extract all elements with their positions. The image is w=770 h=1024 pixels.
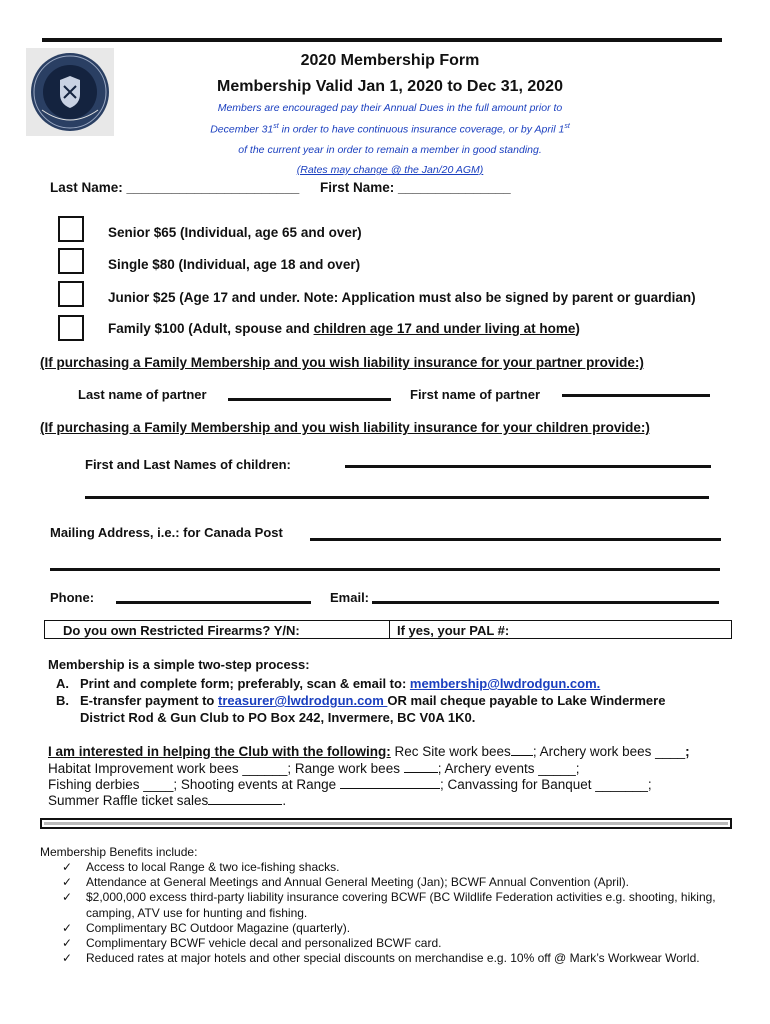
shooting-events-blank[interactable] [340, 777, 440, 789]
last-name-field[interactable]: Last Name: _______________________ [50, 180, 300, 195]
benefit-item: ✓ Reduced rates at major hotels and other special discounts on merchandise e.g. 10% off @ Mark’s Workwear World. [62, 951, 700, 966]
form-title: 2020 Membership Form [300, 52, 480, 69]
children-names-label: First and Last Names of children: [85, 457, 291, 472]
phone-label: Phone: [50, 590, 95, 605]
benefit-item: ✓ Access to local Range & two ice-fishing shacks. [62, 860, 340, 874]
firearms-divider [389, 621, 390, 638]
help-line-3: Fishing derbies ____; Shooting events at Range ; Canvassing for Banquet _______; [48, 777, 652, 792]
first-name-field[interactable]: First Name: _______________ [320, 180, 511, 195]
benefit-item: ✓ Attendance at General Meetings and Annual General Meeting (Jan); BCWF Annual Convention (April). [62, 875, 629, 890]
benefits-heading: Membership Benefits include: [40, 845, 198, 859]
firearms-row [44, 620, 732, 639]
family-checkbox[interactable] [58, 315, 84, 341]
children-names-line-2[interactable] [85, 496, 709, 499]
benefits-list [62, 860, 752, 966]
process-heading: Membership is a simple two-step process: [48, 657, 310, 672]
children-heading: (If purchasing a Family Membership and you wish liability insurance for your children provide:) [40, 420, 650, 435]
senior-checkbox[interactable] [58, 216, 84, 242]
mailing-address-line-2[interactable] [50, 568, 720, 571]
benefit-item: ✓ Complimentary BCWF vehicle decal and personalized BCWF card. [62, 936, 442, 951]
family-option-label: Family $100 (Adult, spouse and children age 17 and under living at home) [108, 321, 580, 336]
checkmark-icon: ✓ [62, 951, 73, 966]
step-b: B. E-transfer payment to treasurer@lwdrodgun.com OR mail cheque payable to Lake Windermere [56, 693, 666, 708]
checkmark-icon: ✓ [62, 936, 73, 951]
rates-note: (Rates may change @ the Jan/20 AGM) [296, 164, 484, 176]
checkmark-icon: ✓ [62, 860, 73, 874]
checkmark-icon: ✓ [62, 920, 73, 935]
junior-option-label: Junior $25 (Age 17 and under. Note: Application must also be signed by parent or guardian) [108, 290, 696, 305]
children-names-line-1[interactable] [345, 465, 711, 468]
club-logo [26, 48, 114, 136]
partner-first-name-label: First name of partner [410, 387, 541, 402]
junior-checkbox[interactable] [58, 281, 84, 307]
phone-line[interactable] [116, 601, 311, 604]
step-a: A. Print and complete form; preferably, scan & email to: membership@lwdrodgun.com. [56, 676, 601, 691]
rec-site-blank[interactable] [511, 744, 533, 756]
intro-line-2: December 31st in order to have continuous insurance coverage, or by April 1st [210, 123, 570, 136]
top-rule [42, 38, 722, 42]
membership-email-link[interactable]: membership@lwdrodgun.com. [409, 676, 601, 691]
help-line-2: Habitat Improvement work bees ______; Range work bees ; Archery events _____; [48, 761, 580, 776]
intro-line-3: of the current year in order to remain a member in good standing. [238, 144, 542, 156]
partner-last-name-label: Last name of partner [78, 387, 207, 402]
help-line-1: I am interested in helping the Club with the following: Rec Site work bees ; Archery work bees ____; [48, 744, 690, 759]
benefit-item: ✓ $2,000,000 excess third-party liability insurance covering BCWF (BC Wildlife Federation activities e.g. shooting, hiking, camping, ATV use for hunting and fishing. [62, 890, 716, 920]
restricted-firearms-question[interactable]: Do you own Restricted Firearms? Y/N: [63, 623, 300, 638]
validity-title: Membership Valid Jan 1, 2020 to Dec 31, 2020 [217, 78, 563, 95]
intro-line-1: Members are encouraged pay their Annual Dues in the full amount prior to [217, 102, 563, 114]
section-divider-bar [40, 818, 732, 829]
help-line-4: Summer Raffle ticket sales . [48, 793, 287, 808]
partner-heading: (If purchasing a Family Membership and you wish liability insurance for your partner provide:) [40, 355, 644, 370]
single-option-label: Single $80 (Individual, age 18 and over) [108, 257, 361, 272]
step-b-line-2: District Rod & Gun Club to PO Box 242, Invermere, BC V0A 1K0. [80, 710, 476, 725]
email-line[interactable] [372, 601, 719, 604]
raffle-blank[interactable] [208, 793, 282, 805]
senior-option-label: Senior $65 (Individual, age 65 and over) [108, 225, 362, 240]
partner-first-name-line[interactable] [562, 394, 710, 397]
pal-number-field[interactable]: If yes, your PAL #: [397, 623, 510, 638]
mailing-address-line-1[interactable] [310, 538, 721, 541]
checkmark-icon: ✓ [62, 890, 73, 905]
checkmark-icon: ✓ [62, 875, 73, 890]
mailing-address-label: Mailing Address, i.e.: for Canada Post [50, 525, 283, 540]
single-checkbox[interactable] [58, 248, 84, 274]
partner-last-name-line[interactable] [228, 398, 391, 401]
benefit-item: ✓ Complimentary BC Outdoor Magazine (quarterly). [62, 920, 351, 935]
range-work-blank[interactable] [404, 761, 438, 773]
email-label: Email: [330, 590, 370, 605]
treasurer-email-link[interactable]: treasurer@lwdrodgun.com [217, 693, 388, 708]
